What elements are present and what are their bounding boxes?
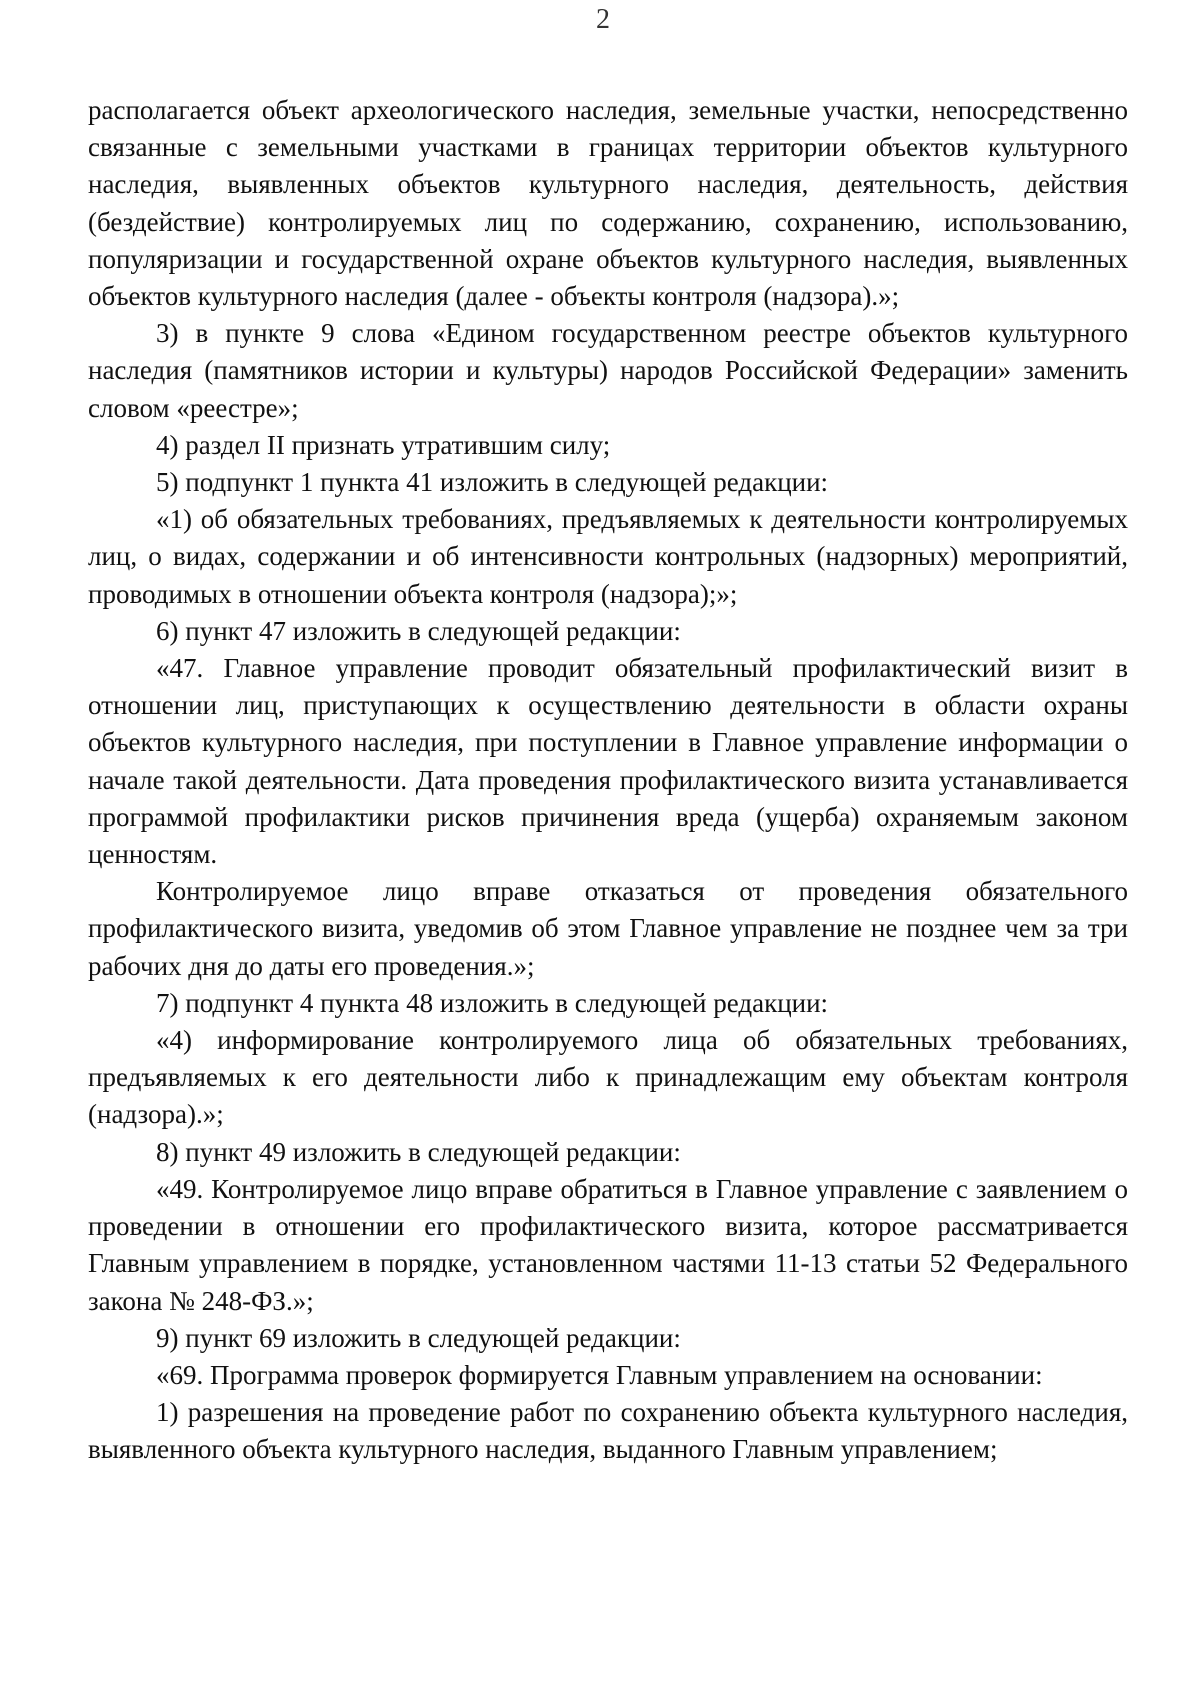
paragraph-quote-69-1: 1) разрешения на проведение работ по сохранению объекта культурного наследия, выявленного объекта культурного наследия, выданного Главным управлением; (88, 1397, 1128, 1465)
paragraph-quote-69: «69. Программа проверок формируется Главным управлением на основании: (156, 1359, 1043, 1390)
paragraph-item-5: 5) подпункт 1 пункта 41 изложить в следующей редакции: (156, 467, 829, 498)
paragraph-quote-48-4: «4) информирование контролируемого лица об обязательных требованиях, предъявляемых к его деятельности либо к принадлежащим ему объектам контроля (надзора).»; (88, 1025, 1128, 1130)
paragraph-item-4: 4) раздел II признать утратившим силу; (156, 429, 611, 460)
paragraph-continuation: располагается объект археологического наследия, земельные участки, непосредственно связанные с земельными участками в границах территории объектов культурного наследия, выявленных объектов культурного наследия, деятельность, действия (бездействие) контролируемых лиц по содержанию, сохранению, использованию, популяризации и государственной охране объектов культурного наследия, выявленных объектов культурного наследия (далее - объекты контроля (надзора).»; (88, 95, 1128, 312)
paragraph-item-6: 6) пункт 47 изложить в следующей редакции: (156, 615, 681, 646)
paragraph-quote-49: «49. Контролируемое лицо вправе обратиться в Главное управление с заявлением о проведении в отношении его профилактического визита, которое рассматривается Главным управлением в порядке, установленном частями 11-13 статьи 52 Федерального закона № 248-ФЗ.»; (88, 1173, 1128, 1316)
paragraph-quote-41-1: «1) об обязательных требованиях, предъявляемых к деятельности контролируемых лиц, о видах, содержании и об интенсивности контрольных (надзорных) мероприятий, проводимых в отношении объекта контроля (надзора);»; (88, 504, 1128, 609)
paragraph-quote-47: «47. Главное управление проводит обязательный профилактический визит в отношении лиц, приступающих к осуществлению деятельности в области охраны объектов культурного наследия, при поступлении в Главное управление информации о начале такой деятельности. Дата проведения профилактического визита устанавливается программой профилактики рисков причинения вреда (ущерба) охраняемым законом ценностям. (88, 653, 1128, 870)
page-number: 2 (596, 4, 610, 35)
paragraph-item-7: 7) подпункт 4 пункта 48 изложить в следующей редакции: (156, 987, 829, 1018)
document-body (88, 92, 1128, 1469)
paragraph-quote-47-cont: Контролируемое лицо вправе отказаться от проведения обязательного профилактического визита, уведомив об этом Главное управление не позднее чем за три рабочих дня до даты его проведения.»; (88, 876, 1128, 981)
paragraph-item-8: 8) пункт 49 изложить в следующей редакции: (156, 1136, 681, 1167)
paragraph-item-9: 9) пункт 69 изложить в следующей редакции: (156, 1322, 681, 1353)
paragraph-item-3: 3) в пункте 9 слова «Едином государственном реестре объектов культурного наследия (памятников истории и культуры) народов Российской Федерации» заменить словом «реестре»; (88, 318, 1128, 423)
